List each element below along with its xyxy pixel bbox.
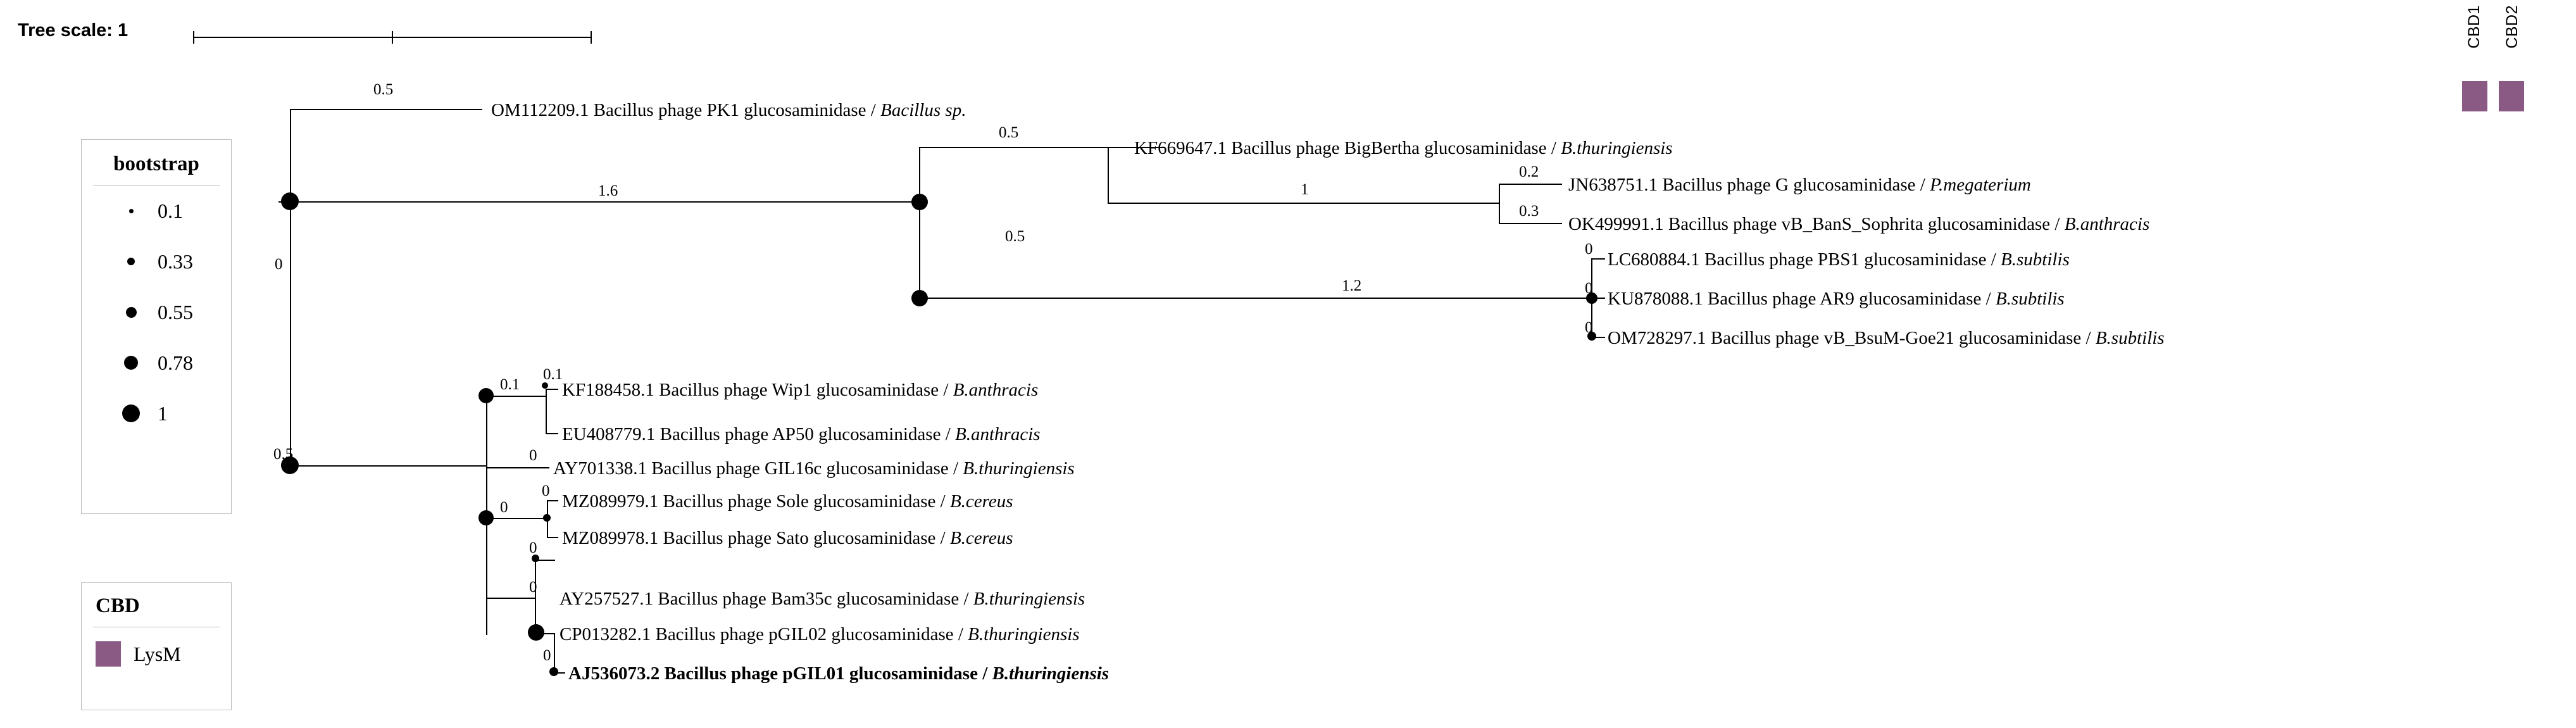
bootstrap-dot-icon — [115, 209, 147, 213]
bootstrap-legend-title: bootstrap — [113, 153, 199, 175]
tree-branch — [547, 500, 558, 501]
tree-branch — [290, 109, 482, 110]
tree-branch — [290, 109, 291, 203]
leaf-label — [562, 491, 1013, 512]
leaf-host: B.anthracis — [953, 380, 1039, 400]
tree-branch — [547, 537, 558, 538]
domain-column-header-cbd2 — [2503, 5, 2522, 49]
scale-tick-end — [591, 31, 592, 44]
tree-branch — [486, 467, 549, 468]
leaf-label-text: OK499991.1 Bacillus phage vB_BanS_Sophrita glucosaminidase / — [1568, 214, 2065, 234]
branch-length-label: 0 — [275, 256, 283, 273]
leaf-label-highlighted — [568, 663, 1109, 684]
branch-length-label: 0.1 — [500, 376, 520, 393]
bootstrap-legend-value: 0.33 — [158, 249, 193, 273]
leaf-label — [1568, 175, 2031, 196]
bootstrap-legend-value: 1 — [158, 401, 168, 425]
tree-branch — [1108, 203, 1500, 204]
leaf-label-text: KU878088.1 Bacillus phage AR9 glucosaminidase / — [1608, 289, 1996, 309]
branch-length-label: 1 — [1301, 181, 1309, 198]
leaf-label — [1568, 214, 2149, 235]
leaf-host: P.megaterium — [1930, 175, 2031, 195]
leaf-label — [1608, 289, 2065, 310]
branch-length-label: 0 — [542, 482, 550, 499]
branch-length-label: 0.1 — [543, 366, 563, 383]
leaf-label — [560, 589, 1085, 610]
tree-branch — [1108, 147, 1109, 204]
bootstrap-node-dot — [528, 624, 544, 641]
bootstrap-legend-item — [82, 337, 231, 388]
branch-length-label: 0 — [529, 447, 537, 464]
leaf-host: Bacillus sp. — [880, 100, 966, 120]
leaf-host: B.thuringiensis — [973, 589, 1085, 609]
cbd-legend-item — [82, 641, 231, 667]
leaf-label — [562, 424, 1041, 445]
tree-branch — [546, 389, 558, 390]
tree-branch — [290, 201, 920, 203]
branch-length-label: 0.5 — [999, 124, 1019, 141]
domain-swatch-cbd1 — [2462, 81, 2487, 111]
leaf-label-text: CP013282.1 Bacillus phage pGIL02 glucosaminidase / — [560, 624, 968, 644]
branch-length-label: 0.5 — [273, 446, 294, 463]
branch-length-label: 0 — [543, 647, 551, 664]
leaf-label-text: AY701338.1 Bacillus phage GIL16c glucosaminidase / — [553, 458, 963, 479]
leaf-label — [1608, 249, 2070, 270]
branch-length-label: 0.2 — [1519, 163, 1539, 180]
bootstrap-legend-item — [82, 236, 231, 287]
leaf-label-text: MZ089979.1 Bacillus phage Sole glucosaminidase / — [562, 491, 950, 511]
bootstrap-legend-item — [82, 287, 231, 337]
domain-swatch-cbd2 — [2499, 81, 2524, 111]
cbd-legend-title: CBD — [96, 594, 140, 617]
leaf-host: B.thuringiensis — [968, 624, 1080, 644]
branch-length-label: 0 — [1585, 241, 1593, 258]
branch-length-label: 0.5 — [1005, 228, 1025, 245]
leaf-label-text: LC680884.1 Bacillus phage PBS1 glucosaminidase / — [1608, 249, 2001, 270]
bootstrap-legend-value: 0.1 — [158, 199, 183, 222]
tree-branch — [919, 147, 1109, 148]
bootstrap-dot-icon — [115, 307, 147, 318]
leaf-label — [553, 458, 1075, 479]
tree-branch — [1499, 184, 1562, 185]
leaf-label-text: EU408779.1 Bacillus phage AP50 glucosaminidase / — [562, 424, 956, 444]
branch-length-label: 0 — [529, 579, 537, 596]
leaf-label-text: OM112209.1 Bacillus phage PK1 glucosaminidase / — [491, 100, 881, 120]
bootstrap-node-dot — [543, 514, 551, 522]
leaf-host: B.subtilis — [1995, 289, 2065, 309]
tree-branch — [486, 518, 548, 519]
branch-length-label: 1.2 — [1342, 277, 1362, 294]
tree-branch — [1591, 258, 1605, 260]
bootstrap-node-dot — [281, 192, 299, 210]
domain-column-header-cbd1 — [2465, 5, 2484, 49]
bootstrap-node-dot — [911, 290, 928, 306]
bootstrap-node-dot — [478, 510, 494, 525]
leaf-label-text: AY257527.1 Bacillus phage Bam35c glucosaminidase / — [560, 589, 973, 609]
leaf-host: B.thuringiensis — [963, 458, 1075, 479]
leaf-label — [562, 528, 1013, 549]
domain-column-label: CBD1 — [2465, 5, 2483, 49]
branch-length-label: 0 — [529, 539, 537, 556]
leaf-host: B.cereus — [949, 491, 1013, 511]
leaf-label — [562, 380, 1038, 401]
leaf-label-text: KF669647.1 Bacillus phage BigBertha glucosaminidase / — [1134, 138, 1561, 158]
leaf-label-text: MZ089978.1 Bacillus phage Sato glucosaminidase / — [562, 528, 950, 548]
cbd-legend — [81, 582, 232, 710]
lysm-color-swatch — [96, 641, 121, 667]
bootstrap-dot-icon — [115, 258, 147, 265]
tree-branch — [554, 633, 555, 672]
domain-column-label: CBD2 — [2503, 5, 2521, 49]
bootstrap-dot-icon — [115, 356, 147, 370]
tree-branch — [290, 201, 291, 466]
tree-branch — [486, 598, 535, 599]
tree-scale-label: Tree scale: 1 — [18, 20, 128, 41]
leaf-host: B.anthracis — [955, 424, 1041, 444]
bootstrap-legend — [81, 139, 232, 514]
bootstrap-legend-item — [82, 388, 231, 439]
bootstrap-legend-item — [82, 185, 231, 236]
tree-branch — [486, 396, 547, 397]
tree-branch — [1499, 184, 1500, 223]
tree-branch — [1499, 223, 1562, 224]
leaf-host: B.anthracis — [2064, 214, 2150, 234]
branch-length-label: 0 — [1585, 319, 1593, 336]
leaf-host: B.subtilis — [2001, 249, 2070, 270]
leaf-host: B.cereus — [949, 528, 1013, 548]
leaf-label — [491, 100, 966, 121]
bootstrap-legend-value: 0.55 — [158, 300, 193, 323]
leaf-label — [560, 624, 1080, 645]
leaf-label — [1608, 328, 2165, 349]
leaf-label — [1134, 138, 1673, 159]
branch-length-label: 0.5 — [373, 81, 394, 98]
tree-branch — [919, 298, 1592, 299]
leaf-label-text: KF188458.1 Bacillus phage Wip1 glucosaminidase / — [562, 380, 953, 400]
tree-scale-bar — [193, 31, 592, 44]
tree-branch — [546, 433, 558, 434]
leaf-label-text: OM728297.1 Bacillus phage vB_BsuM-Goe21 glucosaminidase / — [1608, 328, 2096, 348]
leaf-label-text: AJ536073.2 Bacillus phage pGIL01 glucosaminidase / — [568, 663, 992, 684]
branch-length-label: 0.3 — [1519, 203, 1539, 220]
leaf-host: B.subtilis — [2095, 328, 2165, 348]
bootstrap-legend-value: 0.78 — [158, 351, 193, 374]
tree-branch — [546, 389, 547, 434]
tree-branch — [290, 465, 487, 467]
bootstrap-node-dot — [911, 194, 928, 210]
bootstrap-node-dot — [478, 388, 494, 403]
bootstrap-node-dot — [549, 667, 558, 676]
branch-length-label: 0 — [500, 499, 508, 516]
bootstrap-dot-icon — [115, 405, 147, 422]
branch-length-label: 0 — [1585, 280, 1593, 297]
scale-tick-mid — [392, 31, 393, 44]
scale-tick-start — [193, 31, 194, 44]
leaf-host: B.thuringiensis — [992, 663, 1110, 684]
leaf-host: B.thuringiensis — [1561, 138, 1673, 158]
tree-branch — [919, 147, 920, 299]
branch-length-label: 1.6 — [598, 182, 618, 199]
cbd-legend-value: LysM — [134, 642, 181, 665]
leaf-label-text: JN638751.1 Bacillus phage G glucosaminidase / — [1568, 175, 1930, 195]
